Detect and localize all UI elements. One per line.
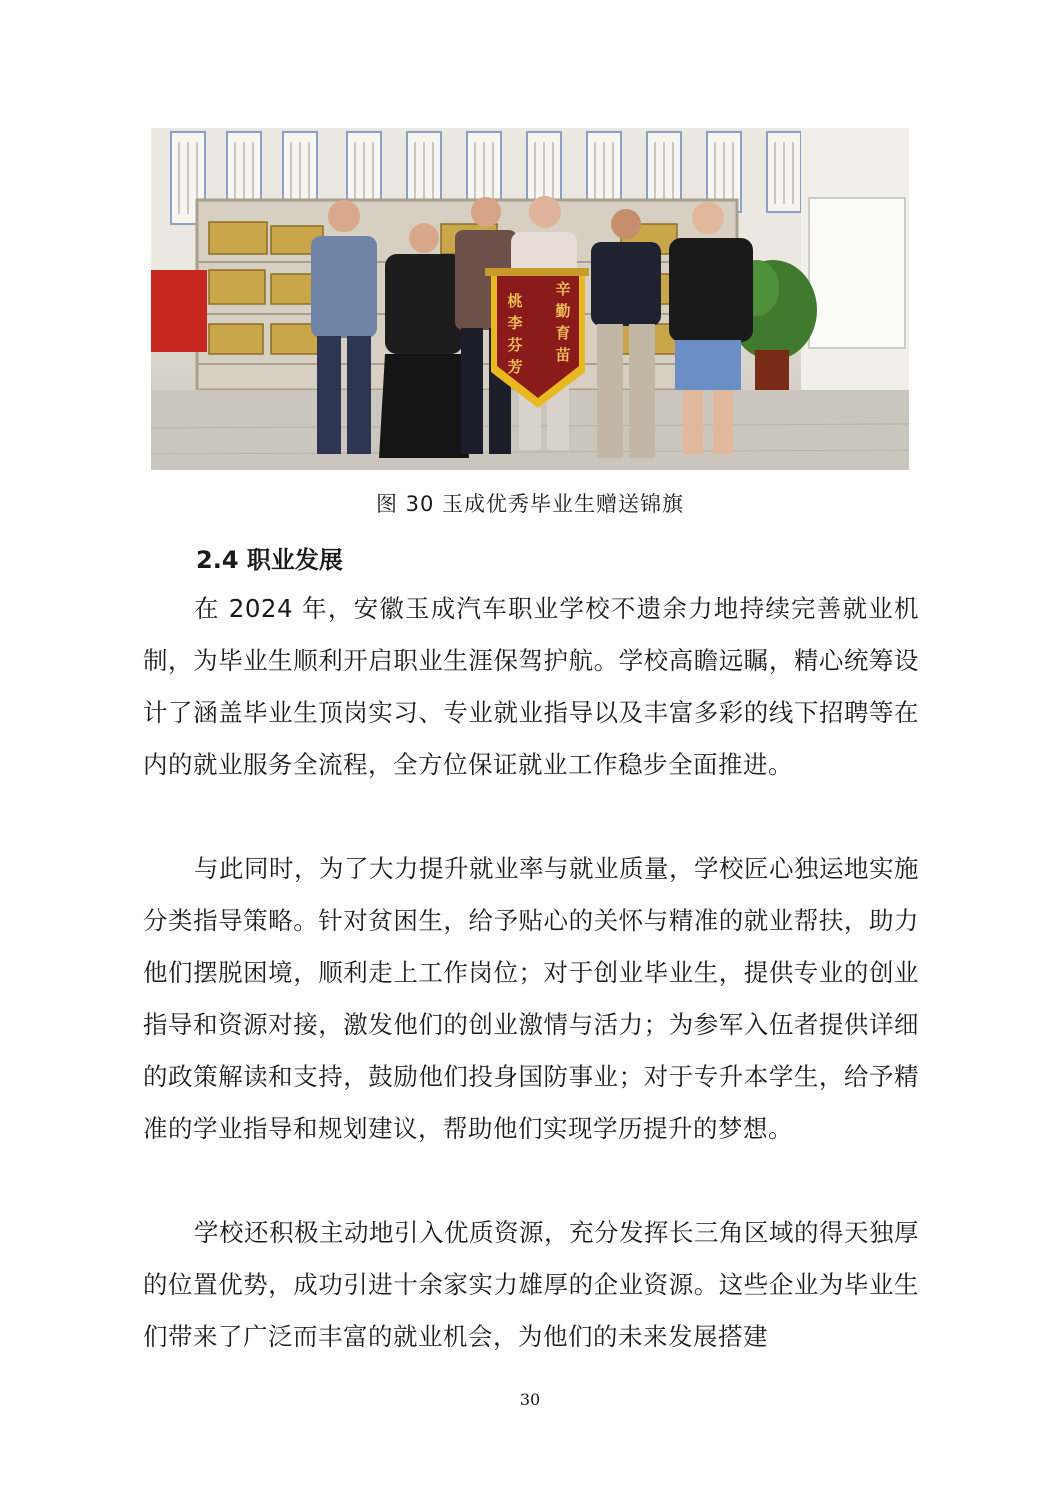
- banner-char: 桃: [507, 292, 523, 310]
- body-paragraph: 学校还积极主动地引入优质资源，充分发挥长三角区域的得天独厚的位置优势，成功引进十余家实力雄厚的企业资源。这些企业为毕业生们带来了广泛而丰富的就业机会，为他们的未来发展搭建: [143, 1218, 919, 1351]
- banner-char: 辛: [555, 280, 571, 298]
- banner-char: 勤: [555, 302, 571, 320]
- photo-illustration: [151, 128, 909, 470]
- banner-char: 芳: [507, 358, 523, 376]
- photo-banner-presentation: [151, 128, 909, 470]
- banner-char: 育: [555, 324, 571, 342]
- banner-char: 李: [507, 314, 523, 332]
- banner-char: 苗: [555, 346, 571, 364]
- figure-caption: 图 30 玉成优秀毕业生赠送锦旗: [375, 492, 685, 516]
- banner-char: 芬: [507, 336, 523, 354]
- page-number: 30: [519, 1390, 541, 1409]
- body-paragraph: 与此同时，为了大力提升就业率与就业质量，学校匠心独运地实施分类指导策略。针对贫困生，给予贴心的关怀与精准的就业帮扶，助力他们摆脱困境，顺利走上工作岗位；对于创业毕业生，提供专业的创业指导和资源对接，激发他们的创业激情与活力；为参军入伍者提供详细的政策解读和支持，鼓励他们投身国防事业；对于专升本学生，给予精准的学业指导和规划建议，帮助他们实现学历提升的梦想。: [143, 854, 919, 1143]
- section-heading: 2.4 职业发展: [196, 546, 343, 574]
- body-paragraph: 在 2024 年，安徽玉成汽车职业学校不遗余力地持续完善就业机制，为毕业生顺利开启职业生涯保驾护航。学校高瞻远瞩，精心统筹设计了涵盖毕业生顶岗实习、专业就业指导以及丰富多彩的线下招聘等在内的就业服务全流程，全方位保证就业工作稳步全面推进。: [143, 594, 919, 779]
